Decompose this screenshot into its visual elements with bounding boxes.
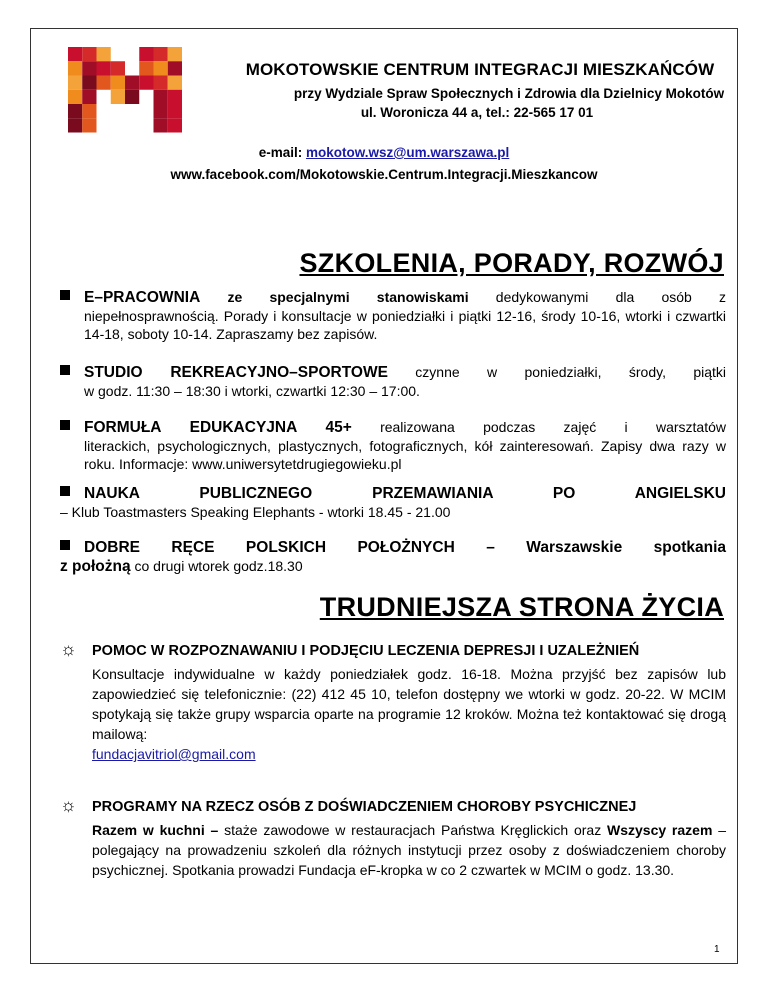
logo-tile [168, 118, 182, 132]
logo-tile [82, 61, 96, 75]
program-name-kitchen: Razem w kuchni – [92, 822, 219, 838]
logo-tile [111, 90, 125, 104]
list-item-e-pracownia [60, 288, 726, 343]
item-text: dedykowanymi dla osób z [468, 289, 727, 305]
item-text: czynne w poniedziałki, środy, piątki [387, 364, 727, 380]
list-item-studio [60, 363, 726, 400]
square-bullet-icon [60, 420, 70, 430]
email-line [40, 142, 728, 164]
item-text: realizowana podczas zajęć i warsztatów [351, 419, 726, 435]
email-link[interactable]: mokotow.wsz@um.warszawa.pl [306, 145, 510, 160]
logo-tile [68, 47, 82, 61]
logo-tile [111, 61, 125, 75]
item-details: w godz. 11:30 – 18:30 i wtorki, czwartki 12:30 – 17:00. [84, 383, 420, 399]
logo-tile [68, 76, 82, 90]
item-details: literackich, psychologicznych, plastycznych, fotograficznych, kół zainteresowań. Zapisy dwa razy w roku. Informacje: www.uniwersytetdrugiegowieku.pl [84, 438, 726, 472]
logo-tile [111, 76, 125, 90]
item-heading: POMOC W ROZPOZNAWANIU I PODJĘCIU LECZENIA DEPRESJI I UZALEŻNIEŃ [92, 643, 640, 659]
logo-tile [97, 61, 111, 75]
logo-tile [68, 61, 82, 75]
item-body: staże zawodowe w restauracjach Państwa Kręglickich oraz [218, 822, 607, 838]
logo-tile [125, 90, 139, 104]
square-bullet-icon [60, 290, 70, 300]
page-number: 1 [714, 944, 720, 955]
logo-tile [125, 76, 139, 90]
help-email-link[interactable]: fundacjavitriol@gmail.com [92, 746, 256, 762]
org-address: ul. Woronicza 44 a, tel.: 22-565 17 01 [360, 105, 594, 120]
item-details: co drugi wtorek godz.18.30 [130, 558, 303, 574]
item-subtitle: ze specjalnymi stanowiskami [227, 289, 469, 305]
logo-tile [82, 47, 96, 61]
logo-tile [97, 47, 111, 61]
logo-tile [97, 76, 111, 90]
logo-tile [82, 90, 96, 104]
item-details: niepełnosprawnością. Porady i konsultacje w poniedziałki i piątki 12-16, środy 10-16, wtorki i czwartki 14-18, soboty 10-14. Zapraszamy bez zapisów. [84, 308, 726, 342]
sun-bullet-icon: ☼ [60, 795, 77, 815]
sun-bullet-icon: ☼ [60, 639, 77, 659]
logo-tile [68, 104, 82, 118]
item-title: FORMUŁA EDUKACYJNA 45+ [84, 419, 352, 436]
email-label: e-mail: [258, 145, 307, 160]
org-subtitle: przy Wydziale Spraw Społecznych i Zdrowia dla Dzielnicy Mokotów [293, 86, 725, 101]
item-title: NAUKA PUBLICZNEGO PRZEMAWIANIA PO ANGIELSKU [84, 485, 726, 502]
list-item-depression-help [60, 639, 726, 764]
item-title: E–PRACOWNIA [84, 289, 201, 306]
item-title: DOBRE RĘCE POLSKICH POŁOŻNYCH – Warszawskie spotkania [84, 539, 726, 556]
logo-tile [154, 118, 168, 132]
item-heading: PROGRAMY NA RZECZ OSÓB Z DOŚWIADCZENIEM CHOROBY PSYCHICZNEJ [92, 799, 637, 815]
logo-tile [82, 118, 96, 132]
square-bullet-icon [60, 540, 70, 550]
item-body-cont: – polegający na prowadzeniu szkoleń dla różnych instytucji przez osoby z doświadczeniem choroby psychicznej. Spotkania prowadzi Fundacja eF-kropka w co 2 czwartek w MCIM o godz. 13.30. [92, 822, 726, 878]
header [150, 60, 750, 120]
contacts [40, 142, 728, 186]
logo-tile [82, 76, 96, 90]
program-name-together: Wszyscy razem [607, 822, 713, 838]
item-title-cont: z położną [60, 558, 131, 575]
item-details: – Klub Toastmasters Speaking Elephants - wtorki 18.45 - 21.00 [60, 504, 451, 520]
logo-tile [68, 118, 82, 132]
square-bullet-icon [60, 486, 70, 496]
org-name: MOKOTOWSKIE CENTRUM INTEGRACJI MIESZKAŃCÓW [245, 60, 715, 79]
square-bullet-icon [60, 365, 70, 375]
list-item-formula [60, 418, 726, 473]
list-item-mental-illness [60, 795, 726, 880]
item-body: Konsultacje indywidualne w każdy poniedziałek godz. 16-18. Można przyjść bez zapisów lub zapowiedzieć się telefonicznie: (22) 412 45 10, telefon dostępny we wtorki w godz. 20-22. W MCIM spotykają się także grupy wsparcia oparte na programie 12 kroków. Można też kontaktować się drogą mailową: [92, 666, 726, 742]
list-item-nauka [60, 484, 726, 521]
item-title: STUDIO REKREACYJNO–SPORTOWE [84, 364, 388, 381]
logo-tile [68, 90, 82, 104]
section-title-training: SZKOLENIA, PORADY, ROZWÓJ [299, 248, 724, 278]
section-title-difficult: TRUDNIEJSZA STRONA ŻYCIA [319, 592, 724, 622]
facebook-link[interactable]: www.facebook.com/Mokotowskie.Centrum.Integracji.Mieszkancow [170, 167, 598, 182]
list-item-dobre-rece [60, 538, 726, 576]
logo-tile [82, 104, 96, 118]
